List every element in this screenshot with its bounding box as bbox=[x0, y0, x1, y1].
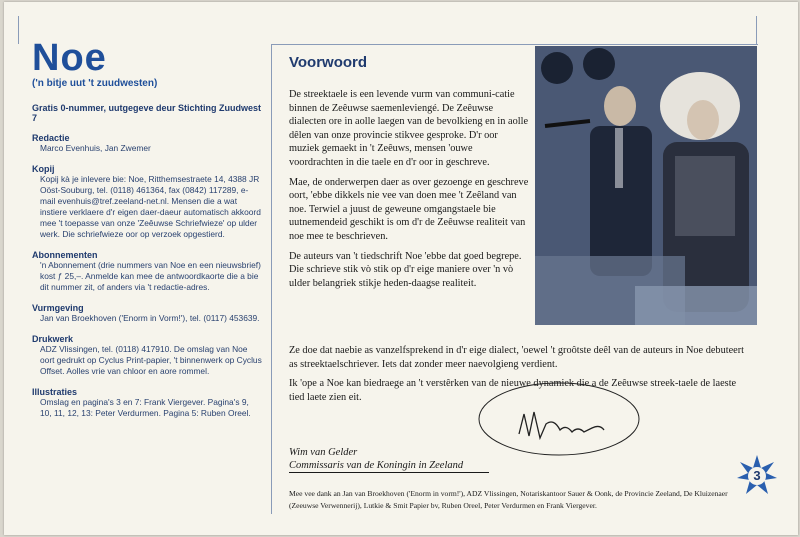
colophon-section-abonnementen bbox=[32, 250, 262, 293]
signatory-title: Commissaris van de Koningin in Zeeland bbox=[289, 460, 464, 471]
colophon-column bbox=[32, 37, 262, 419]
section-body: Kopij kà je inlevere bie: Noe, Ritthemsestraete 14, 4388 JR Oöst-Souburg, tel. (0118) 461364, fax (0842) 117289, e-mail evenhuis@tref.zeeland-net.nl. Mensen die a wat instiere verklaere d'r eigen daer-daeur automatisch akkoord mee 't toepasse van onze 'Zeêuwse Schriefwieze' op ulder werk. Die schriefwieze oor op verzoek opgestierd. bbox=[40, 174, 261, 239]
magazine-page bbox=[4, 2, 798, 535]
colophon-section-redactie bbox=[32, 133, 262, 154]
section-heading: Illustraties bbox=[32, 387, 78, 397]
section-heading: Redactie bbox=[32, 133, 70, 143]
corner-mark-left bbox=[18, 16, 19, 44]
signatory bbox=[289, 446, 463, 472]
section-body: 'n Abonnement (drie nummers van Noe en een nieuwsbrief) kost ƒ 25,–. Anmelde kan mee de antwoordkaorte die a bie dit nummer zit, of anders via 't redactie-adres. bbox=[40, 260, 261, 292]
colophon-section-vurmgeving bbox=[32, 303, 262, 324]
section-body: Jan van Broekhoven ('Enorm in Vorm!'), tel. (0117) 453639. bbox=[40, 313, 260, 323]
signature-rule bbox=[289, 472, 489, 473]
section-heading: Vurmgeving bbox=[32, 303, 84, 313]
section-body: ADZ Vlissingen, tel. (0118) 417910. De omslag van Noe oort gedrukt op Cyclus Print-papier, 't binnenwerk op Cyclus Offset. Aolles vrie van chloor en aore rommel. bbox=[40, 344, 262, 376]
photo-singers bbox=[535, 46, 757, 325]
column-divider bbox=[271, 44, 272, 514]
article-paragraph: Mae, de onderwerpen daer as over gezoenge en geschreve oort, 'ebbe dikkels nie vee van doen mee 't Zeêland van noe. Terwiel a juust de geweune omgangstaele bie uutnemendeid geschikt is om d'r de Zeêuwse realiteit van noe mee te beschrieven. bbox=[289, 176, 529, 242]
article-body-narrow bbox=[289, 88, 529, 296]
handwritten-signature bbox=[474, 374, 644, 469]
article-paragraph: De auteurs van 't tiedschrift Noe 'ebbe dat goed begrepe. Die schrieve stik vò stik op d'r eige maniere over 'n vò ulder belangriek stikje heden-daagse realiteit. bbox=[289, 250, 522, 289]
article-paragraph: De streektaele is een levende vurm van communi-catie binnen de Zeêuwse saemenleviengé. De Zeêuwse dialecten ore in aolle laegen van de bevolkieng en in aolle dêlen van onze provincie stikvee gesproke. D'r oor muziek gemaekt in 't Zeêuws, mensen 'ouwe voordrachten in die taele en d'r oor in geschreve. bbox=[289, 89, 529, 168]
page-number: 3 bbox=[753, 467, 761, 483]
colophon-section-illustraties bbox=[32, 387, 262, 419]
issue-intro: Gratis 0-nummer, uutgegeve deur Stichting Zuudwest 7 bbox=[32, 103, 262, 123]
corner-mark-right bbox=[756, 16, 757, 44]
section-body: Omslag en pagina's 3 en 7: Frank Viergever. Pagina's 9, 10, 11, 12, 13: Peter Verdurmen. Pagina 5: Ruben Oreel. bbox=[40, 397, 251, 418]
section-heading: Drukwerk bbox=[32, 334, 74, 344]
section-body: Marco Evenhuis, Jan Zwemer bbox=[40, 143, 151, 153]
acknowledgement: Mee vee dank an Jan van Broekhoven ('Enorm in vorm!'), ADZ Vlissingen, Notariskantoor Sauer & Oonk, de Provincie Zeeland, De Kluizenaer (Zeeuwse Verwennerij), Lutkie & Smit Papier bv, Ruben Oreel, Peter Verdurmen en Frank Viergever. bbox=[289, 489, 728, 510]
article-heading: Voorwoord bbox=[289, 54, 368, 71]
magazine-title: Noe bbox=[32, 37, 107, 79]
article-paragraph: Ik 'ope a Noe kan biedraege an 't verstêrken van de nieuwe dynamiek die a de Zeêuwse streek-taele de laeste tied laete zien eit. bbox=[289, 378, 737, 403]
section-heading: Abonnementen bbox=[32, 250, 98, 260]
magazine-subtitle: ('n bitje uut 't zuudwesten) bbox=[32, 78, 158, 89]
section-heading: Kopij bbox=[32, 164, 55, 174]
photo-illustration bbox=[535, 46, 757, 325]
header-rule bbox=[271, 44, 758, 45]
colophon-section-kopij bbox=[32, 164, 262, 240]
signatory-name: Wim van Gelder bbox=[289, 447, 358, 458]
article-paragraph: Ze doe dat naebie as vanzelfsprekend in d'r eige dialect, 'oewel 't groôtste deêl van de auteurs in Noe debuteert as streektaelschriever. Iets dat zonder meer naevolgieng verdient. bbox=[289, 345, 745, 370]
colophon-section-drukwerk bbox=[32, 334, 262, 377]
